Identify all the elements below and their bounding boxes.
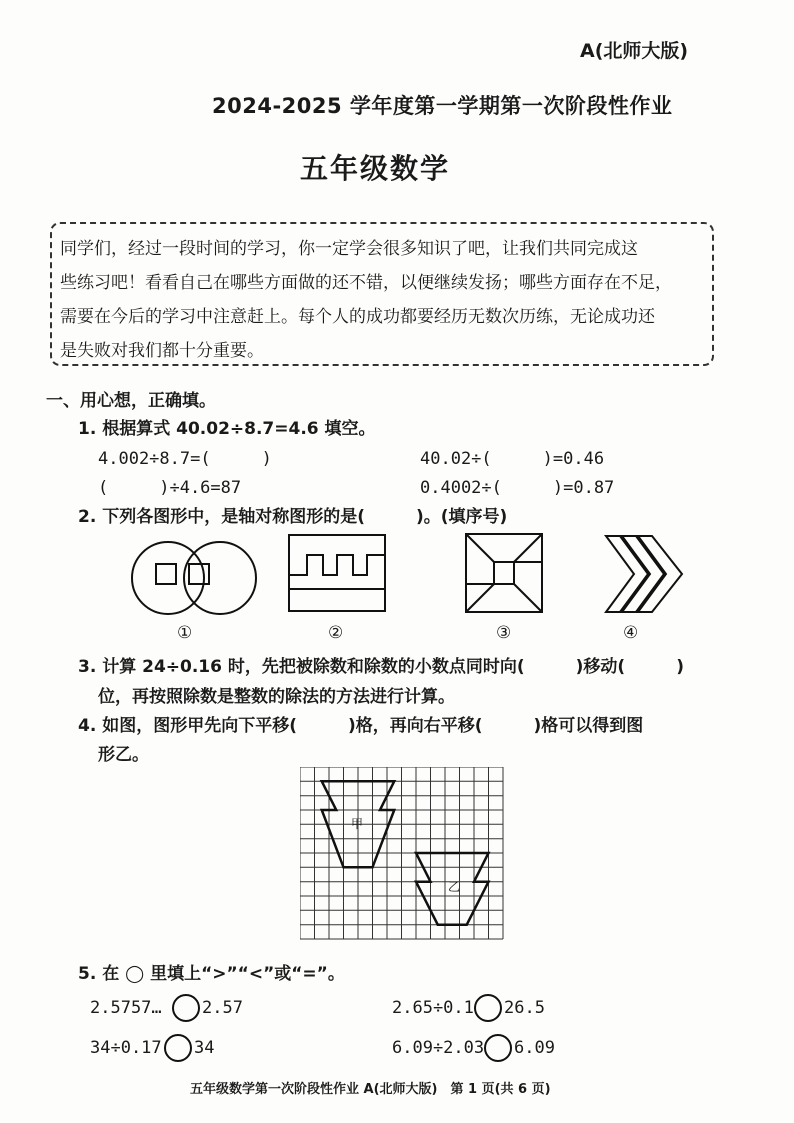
compare-left: 34÷0.17 <box>90 1038 162 1058</box>
question-2-prompt: 2. 下列各图形中，是轴对称图形的是( )。(填序号) <box>78 507 508 527</box>
figure-3-pinwheel-square <box>464 532 544 614</box>
compare-right: 2.57 <box>202 998 243 1018</box>
compare-right: 26.5 <box>504 998 545 1018</box>
question-3-line-2: 位，再按照除数是整数的除法的方法进行计算。 <box>98 687 455 707</box>
figure-2-battlement <box>287 533 387 613</box>
compare-circle[interactable] <box>164 1034 192 1062</box>
translation-grid <box>300 767 506 941</box>
compare-right: 34 <box>194 1038 215 1058</box>
question-1-prompt: 1. 根据算式 40.02÷8.7=4.6 填空。 <box>78 419 376 439</box>
figure-4-chevrons <box>604 534 686 614</box>
figure-1-coins <box>128 540 260 616</box>
intro-line: 需要在今后的学习中注意赶上。每个人的成功都要经历无数次历练，无论成功还 <box>60 307 655 327</box>
compare-circle[interactable] <box>172 994 200 1022</box>
q1-item-4: 0.4002÷( )=0.87 <box>420 478 615 498</box>
question-4-line-1: 4. 如图，图形甲先向下平移( )格，再向右平移( )格可以得到图 <box>78 716 644 736</box>
shape-a-label: 甲 <box>351 817 364 831</box>
compare-left: 2.65÷0.1 <box>392 998 474 1018</box>
compare-left: 6.09÷2.03 <box>392 1038 485 1058</box>
page-footer: 五年级数学第一次阶段性作业 A(北师大版) 第 1 页(共 6 页) <box>190 1082 551 1097</box>
compare-circle[interactable] <box>484 1034 512 1062</box>
subject-title: 五年级数学 <box>300 152 451 185</box>
figure-4-label: ④ <box>623 623 639 643</box>
compare-right: 6.09 <box>514 1038 555 1058</box>
q1-item-1: 4.002÷8.7=( ) <box>98 449 272 469</box>
intro-line: 是失败对我们都十分重要。 <box>60 341 264 361</box>
intro-line: 些练习吧！看看自己在哪些方面做的还不错，以便继续发扬；哪些方面存在不足， <box>60 273 672 293</box>
figure-3-label: ③ <box>496 623 512 643</box>
figure-1-label: ① <box>177 623 193 643</box>
question-4-line-2: 形乙。 <box>98 745 149 765</box>
question-5-prompt: 5. 在 ◯ 里填上“>”“<”或“=”。 <box>78 964 345 984</box>
exam-title: 2024-2025 学年度第一学期第一次阶段性作业 <box>212 94 673 118</box>
compare-circle[interactable] <box>474 994 502 1022</box>
shape-b-label: 乙 <box>448 880 461 894</box>
section-title: 一、用心想，正确填。 <box>46 391 216 411</box>
q1-item-3: ( )÷4.6=87 <box>98 478 242 498</box>
q1-item-2: 40.02÷( )=0.46 <box>420 449 605 469</box>
version-label: A(北师大版) <box>580 40 689 62</box>
figure-2-label: ② <box>328 623 344 643</box>
question-3-line-1: 3. 计算 24÷0.16 时，先把被除数和除数的小数点同时向( )移动( ) <box>78 657 684 677</box>
compare-left: 2.5757… <box>90 998 162 1018</box>
intro-line: 同学们，经过一段时间的学习，你一定学会很多知识了吧，让我们共同完成这 <box>60 239 638 259</box>
